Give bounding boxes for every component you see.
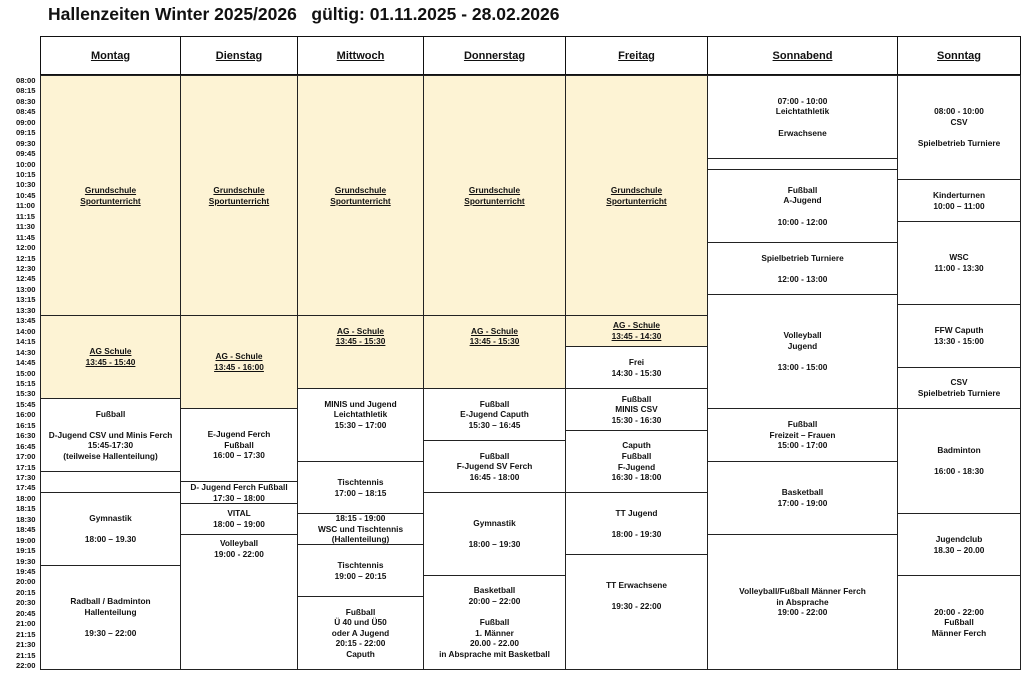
- slot-text-line: A-Jugend: [783, 195, 822, 206]
- slot-text-line: Caputh: [346, 648, 375, 659]
- slot-text-line: Fußball: [345, 606, 376, 617]
- slot-text-line: 1. Männer: [475, 627, 514, 638]
- slot-text-line: 13:45 - 15:40: [85, 357, 136, 367]
- slot-text-line: Männer Ferch: [931, 627, 987, 638]
- time-label: 15:00: [16, 368, 36, 378]
- time-slot: [423, 388, 566, 441]
- slot-text-line: Fußball: [479, 398, 510, 409]
- slot-text-line: 12:00 - 13:00: [777, 273, 828, 284]
- slot-text-line: 15:00 - 17:00: [777, 440, 828, 451]
- time-slot: [565, 430, 708, 493]
- time-slot: [707, 75, 898, 159]
- day-header-sonnabend: Sonnabend: [707, 36, 898, 75]
- time-label: 12:15: [16, 253, 36, 263]
- time-label: 12:00: [16, 243, 36, 253]
- time-slot: [297, 596, 424, 670]
- day-header-montag: Montag: [40, 36, 181, 75]
- slot-text-line: AG - Schule: [215, 351, 263, 362]
- slot-text-line: 14:30 - 15:30: [611, 367, 662, 378]
- day-header-sonntag: Sonntag: [897, 36, 1021, 75]
- slot-text-line: 18:15 - 19:00: [335, 513, 386, 524]
- slot-text-line: Erwachsene: [778, 127, 827, 138]
- time-label: 20:00: [16, 577, 36, 587]
- time-slot: [40, 492, 181, 566]
- slot-text-line: 19:00 - 22:00: [214, 549, 264, 560]
- slot-text-line: 20.00 - 22.00: [470, 638, 519, 649]
- slot-text-line: 13:45 - 15:30: [469, 336, 520, 347]
- time-label: 18:45: [16, 525, 36, 535]
- time-label: 14:15: [16, 337, 36, 347]
- time-slot: [897, 513, 1021, 576]
- slot-text-line: Basketball: [473, 585, 516, 596]
- time-label: 16:45: [16, 441, 36, 451]
- slot-text-line: 18:00 – 19:30: [468, 539, 521, 550]
- slot-text-line: Fußball: [479, 617, 510, 628]
- slot-text-line: Badminton: [937, 445, 981, 456]
- slot-text-line: FFW Caputh: [934, 325, 984, 336]
- time-label: 21:30: [16, 640, 36, 650]
- time-slot: [40, 75, 181, 316]
- time-slot: [423, 75, 566, 316]
- time-label: 17:45: [16, 483, 36, 493]
- slot-text-line: Grundschule: [84, 184, 137, 195]
- time-slot: [897, 75, 1021, 180]
- time-label: 21:00: [16, 619, 36, 629]
- slot-text-line: F-Jugend: [617, 461, 656, 472]
- slot-text-line: Volleyball/Fußball Männer Ferch: [739, 586, 866, 597]
- time-label: 09:00: [16, 117, 36, 127]
- time-slot: [897, 221, 1021, 305]
- slot-text-line: in Absprache: [776, 596, 829, 607]
- slot-text-line: 18:00 – 19:00: [213, 519, 265, 529]
- time-slot: [565, 75, 708, 316]
- slot-text-line: 18:00 - 19:30: [611, 528, 662, 539]
- time-label: 16:15: [16, 420, 36, 430]
- slot-text-line: 13:45 - 16:00: [214, 362, 264, 372]
- time-label: 17:15: [16, 462, 36, 472]
- slot-text-line: 13:45 - 14:30: [611, 331, 662, 341]
- slot-text-line: Jugend: [787, 340, 818, 351]
- slot-text-line: TT Erwachsene: [606, 580, 667, 591]
- slot-text-line: 19:30 - 22:00: [611, 601, 662, 612]
- time-label: 11:30: [16, 222, 36, 232]
- time-slot: [707, 534, 898, 670]
- slot-text-line: Gymnastik: [89, 513, 132, 524]
- time-label: 09:30: [16, 138, 36, 148]
- slot-text-line: Fußball: [787, 184, 818, 195]
- time-label: 08:45: [16, 107, 36, 117]
- slot-text-line: 15:30 - 16:30: [611, 414, 662, 425]
- slot-text-line: Tischtennis: [337, 476, 384, 487]
- slot-text-line: Volleyball: [783, 330, 822, 341]
- time-label: 08:15: [16, 86, 36, 96]
- slot-text-line: CSV: [950, 116, 968, 127]
- time-slot: [897, 304, 1021, 368]
- slot-text-line: 08:00 - 10:00: [934, 106, 984, 117]
- slot-text-line: 11:00 - 13:30: [934, 263, 984, 273]
- time-slot: [40, 565, 181, 670]
- time-label: 13:45: [16, 316, 36, 326]
- slot-text-line: 19:30 – 22:00: [84, 628, 137, 639]
- slot-text-line: Sportunterricht: [330, 195, 391, 206]
- slot-text-line: 07:00 - 10:00: [777, 95, 828, 106]
- slot-text-line: Volleyball: [219, 538, 259, 549]
- time-slot: [297, 544, 424, 597]
- time-slot: [423, 315, 566, 389]
- time-label: 17:00: [16, 452, 36, 462]
- slot-text-line: 20:15 - 22:00: [335, 638, 386, 649]
- slot-text-line: Leichtathletik: [333, 409, 388, 420]
- slot-text-line: 10:00 - 12:00: [777, 216, 828, 227]
- slot-text-line: VITAL: [227, 508, 251, 519]
- time-slot: [707, 408, 898, 462]
- time-slot: [565, 346, 708, 389]
- slot-text-line: 15:30 – 16:45: [468, 419, 521, 430]
- slot-text-line: 10:00 – 11:00: [933, 200, 985, 211]
- time-slot: [40, 471, 181, 493]
- slot-text-line: 19:00 – 20:15: [334, 570, 387, 581]
- time-slot: [565, 315, 708, 347]
- slot-text-line: Ü 40 und Ü50: [334, 617, 387, 628]
- slot-text-line: 20:00 - 22:00: [934, 606, 984, 617]
- time-label: 21:15: [16, 629, 36, 639]
- slot-text-line: AG Schule: [89, 346, 132, 357]
- slot-text-line: Radball / Badminton: [70, 596, 151, 607]
- slot-text-line: 18.30 – 20.00: [933, 544, 985, 555]
- day-header-mittwoch: Mittwoch: [297, 36, 424, 75]
- slot-text-line: 15:45-17:30: [87, 440, 134, 451]
- time-label: 15:30: [16, 389, 36, 399]
- time-slot: [707, 242, 898, 295]
- slot-text-line: E-Jugend Caputh: [460, 409, 529, 420]
- slot-text-line: (teilweise Hallenteilung): [63, 450, 158, 461]
- day-header-donnerstag: Donnerstag: [423, 36, 566, 75]
- slot-text-line: Caputh: [622, 440, 651, 451]
- time-label: 14:00: [16, 326, 36, 336]
- time-label: 14:45: [16, 358, 36, 368]
- time-label: 18:00: [16, 493, 36, 503]
- slot-text-line: D-Jugend CSV und Minis Ferch: [48, 429, 173, 440]
- time-slot: [707, 461, 898, 535]
- slot-text-line: Fußball: [224, 439, 254, 450]
- time-label: 20:45: [16, 608, 36, 618]
- time-label: 16:00: [16, 410, 36, 420]
- slot-text-line: Spielbetrieb Turniere: [917, 138, 1001, 149]
- time-label: 13:30: [16, 305, 36, 315]
- time-label: 20:15: [16, 587, 36, 597]
- time-label: 08:30: [16, 96, 36, 106]
- time-label: 10:00: [16, 159, 36, 169]
- slot-text-line: Sportunterricht: [208, 195, 270, 206]
- slot-text-line: oder A Jugend: [331, 627, 390, 638]
- time-slot: [565, 554, 708, 670]
- schedule-title: Hallenzeiten Winter 2025/2026 gültig: 01.11.2025 - 28.02.2026: [48, 4, 560, 24]
- slot-text-line: MINIS und Jugend: [324, 398, 397, 409]
- time-label: 22:00: [16, 661, 36, 670]
- time-label: 16:30: [16, 431, 36, 441]
- slot-text-line: AG - Schule: [470, 325, 519, 336]
- slot-text-line: 17:30 – 18:00: [213, 492, 265, 503]
- slot-text-line: Spielbetrieb Turniere: [917, 388, 1001, 398]
- time-slot: [180, 315, 298, 409]
- day-header-freitag: Freitag: [565, 36, 708, 75]
- time-label: 10:15: [16, 170, 36, 180]
- slot-text-line: Fußball: [944, 617, 974, 628]
- slot-text-line: 17:00 - 19:00: [777, 498, 828, 508]
- slot-text-line: 13:45 - 15:30: [335, 336, 386, 347]
- time-label: 11:15: [16, 211, 36, 221]
- time-label: 15:45: [16, 399, 36, 409]
- slot-text-line: 16:30 - 18:00: [611, 472, 662, 483]
- time-label: 12:45: [16, 274, 36, 284]
- slot-text-line: Fußball: [621, 450, 652, 461]
- slot-text-line: Tischtennis: [337, 559, 384, 570]
- slot-text-line: Fußball: [95, 408, 126, 419]
- time-label: 15:15: [16, 378, 36, 388]
- time-label: 13:00: [16, 284, 36, 294]
- time-slot: [297, 388, 424, 462]
- time-slot: [180, 503, 298, 535]
- slot-text-line: (Hallenteilung): [331, 534, 390, 545]
- slot-text-line: AG - Schule: [612, 320, 661, 331]
- time-slot: [897, 367, 1021, 409]
- slot-text-line: 17:00 – 18:15: [334, 487, 387, 498]
- slot-text-line: 16:45 - 18:00: [469, 471, 520, 482]
- time-slot: [297, 75, 424, 316]
- time-label: 08:00: [16, 76, 36, 85]
- time-label: 10:45: [16, 190, 36, 200]
- time-label: 18:15: [16, 504, 36, 514]
- time-slot: [707, 169, 898, 243]
- slot-text-line: Kinderturnen: [932, 189, 986, 200]
- slot-text-line: Frei: [628, 356, 645, 367]
- slot-text-line: 19:00 - 22:00: [777, 607, 828, 618]
- slot-text-line: Fußball: [787, 419, 818, 430]
- time-label: 18:30: [16, 514, 36, 524]
- slot-text-line: Gymnastik: [473, 518, 516, 529]
- time-label: 12:30: [16, 264, 36, 274]
- slot-text-line: Fußball: [621, 393, 652, 404]
- time-slot: [40, 315, 181, 399]
- time-label: 09:45: [16, 149, 36, 159]
- time-label: 19:15: [16, 546, 36, 556]
- time-label: 20:30: [16, 598, 36, 608]
- time-label: 19:30: [16, 556, 36, 566]
- time-slot: [180, 408, 298, 482]
- slot-text-line: Hallenteilung: [84, 606, 137, 617]
- slot-text-line: Grundschule: [468, 184, 521, 195]
- slot-text-line: Sportunterricht: [464, 195, 525, 206]
- time-label: 14:30: [16, 347, 36, 357]
- time-label: 13:15: [16, 295, 36, 305]
- time-slot: [423, 440, 566, 493]
- time-slot: [180, 75, 298, 316]
- slot-text-line: 20:00 – 22:00: [468, 596, 521, 607]
- slot-text-line: 16:00 – 17:30: [213, 450, 265, 461]
- slot-text-line: 16:00 - 18:30: [934, 466, 984, 477]
- slot-text-line: F-Jugend SV Ferch: [456, 461, 533, 472]
- time-slot: [180, 534, 298, 670]
- slot-text-line: Sportunterricht: [606, 195, 667, 206]
- slot-text-line: 13:00 - 15:00: [777, 362, 828, 373]
- time-slot: [565, 388, 708, 431]
- slot-text-line: Sportunterricht: [80, 195, 141, 206]
- slot-text-line: Jugendclub: [935, 533, 983, 544]
- time-slot: [180, 481, 298, 504]
- slot-text-line: D- Jugend Ferch Fußball: [190, 481, 288, 492]
- time-label: 09:15: [16, 128, 36, 138]
- time-slot: [707, 294, 898, 409]
- slot-text-line: Leichtathletik: [775, 106, 830, 117]
- time-slot: [423, 492, 566, 576]
- slot-text-line: Basketball: [781, 487, 824, 498]
- slot-text-line: 18:00 – 19.30: [84, 534, 137, 545]
- time-slot: [897, 575, 1021, 670]
- slot-text-line: Spielbetrieb Turniere: [761, 252, 844, 263]
- slot-text-line: Grundschule: [610, 184, 663, 195]
- slot-text-line: CSV: [950, 377, 968, 388]
- slot-text-line: in Absprache mit Basketball: [439, 648, 550, 659]
- slot-text-line: E-Jugend Ferch: [207, 429, 271, 440]
- slot-text-line: Grundschule: [334, 184, 387, 195]
- time-slot: [423, 575, 566, 670]
- slot-text-line: WSC: [949, 252, 969, 263]
- time-slot: [565, 492, 708, 555]
- slot-text-line: Grundschule: [213, 184, 265, 195]
- time-slot: [40, 398, 181, 472]
- time-label: 21:15: [16, 650, 36, 660]
- slot-text-line: Fußball: [479, 450, 510, 461]
- slot-text-line: AG - Schule: [336, 325, 385, 336]
- slot-text-line: Freizeit – Frauen: [769, 429, 836, 440]
- slot-text-line: 13:30 - 15:00: [934, 336, 984, 346]
- time-slot: [897, 408, 1021, 514]
- slot-text-line: 15:30 – 17:00: [334, 419, 387, 430]
- time-label: 19:45: [16, 566, 36, 576]
- time-slot: [897, 179, 1021, 222]
- time-label: 10:30: [16, 180, 36, 190]
- time-label: 19:00: [16, 535, 36, 545]
- time-slot: [297, 461, 424, 514]
- time-label: 17:30: [16, 472, 36, 482]
- time-label: 11:00: [16, 201, 36, 211]
- time-label: 11:45: [16, 232, 36, 242]
- slot-text-line: MINIS CSV: [615, 404, 658, 415]
- time-slot: [297, 513, 424, 545]
- slot-text-line: WSC und Tischtennis: [317, 523, 404, 534]
- day-header-dienstag: Dienstag: [180, 36, 298, 75]
- slot-text-line: TT Jugend: [615, 507, 658, 518]
- time-slot: [297, 315, 424, 389]
